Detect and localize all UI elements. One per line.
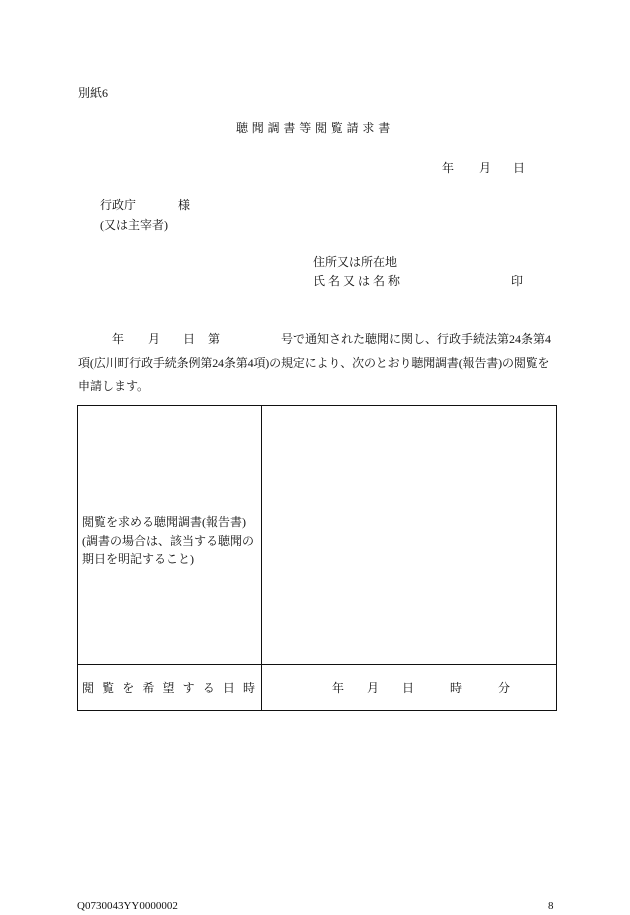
paragraph-year: 年	[112, 332, 125, 346]
date-month-label: 月	[479, 161, 492, 175]
datetime-label: 閲 覧 を 希 望 す る 日 時	[82, 681, 255, 695]
footer-document-id: Q0730043YY0000002	[77, 900, 178, 912]
seal-mark: 印	[511, 274, 524, 288]
paragraph-line-1: 号で通知された聴聞に関し、行政手続法第24条第4	[281, 332, 552, 346]
applicant-name-label: 氏 名 又 は 名 称	[313, 274, 401, 288]
document-label-line: 期日を明記すること)	[82, 552, 194, 566]
document-label-line: (調書の場合は、該当する聴聞の	[82, 533, 254, 548]
table-row-divider	[77, 664, 557, 665]
paragraph-line-3: 申請します。	[78, 379, 150, 393]
date-day-label: 日	[513, 161, 526, 175]
footer-page-number: 8	[548, 900, 554, 912]
table-column-divider	[261, 405, 262, 711]
paragraph-line-2: 項(広川町行政手続条例第24条第4項)の規定により、次のとおり聴聞調書(報告書)の閲覧を	[78, 356, 550, 370]
addressee-honorific: 様	[178, 198, 191, 212]
addressee-alt: (又は主宰者)	[100, 218, 168, 232]
paragraph-number-prefix: 第	[208, 332, 221, 346]
applicant-address-label: 住所又は所在地	[313, 255, 398, 269]
addressee-name: 行政庁	[100, 198, 137, 212]
document-label-line: 閲覧を求める聴聞調書(報告書)	[82, 515, 246, 529]
attachment-label: 別紙6	[78, 86, 109, 100]
datetime-day-unit: 日	[402, 681, 415, 695]
datetime-minute-unit: 分	[498, 681, 511, 695]
date-year-label: 年	[442, 161, 455, 175]
paragraph-day: 日	[183, 332, 196, 346]
datetime-month-unit: 月	[367, 681, 380, 695]
paragraph-month: 月	[148, 332, 161, 346]
datetime-hour-unit: 時	[450, 681, 463, 695]
datetime-year-unit: 年	[332, 681, 345, 695]
document-title: 聴 聞 調 書 等 閲 覧 請 求 書	[236, 121, 391, 135]
document-label-cell	[82, 513, 254, 569]
